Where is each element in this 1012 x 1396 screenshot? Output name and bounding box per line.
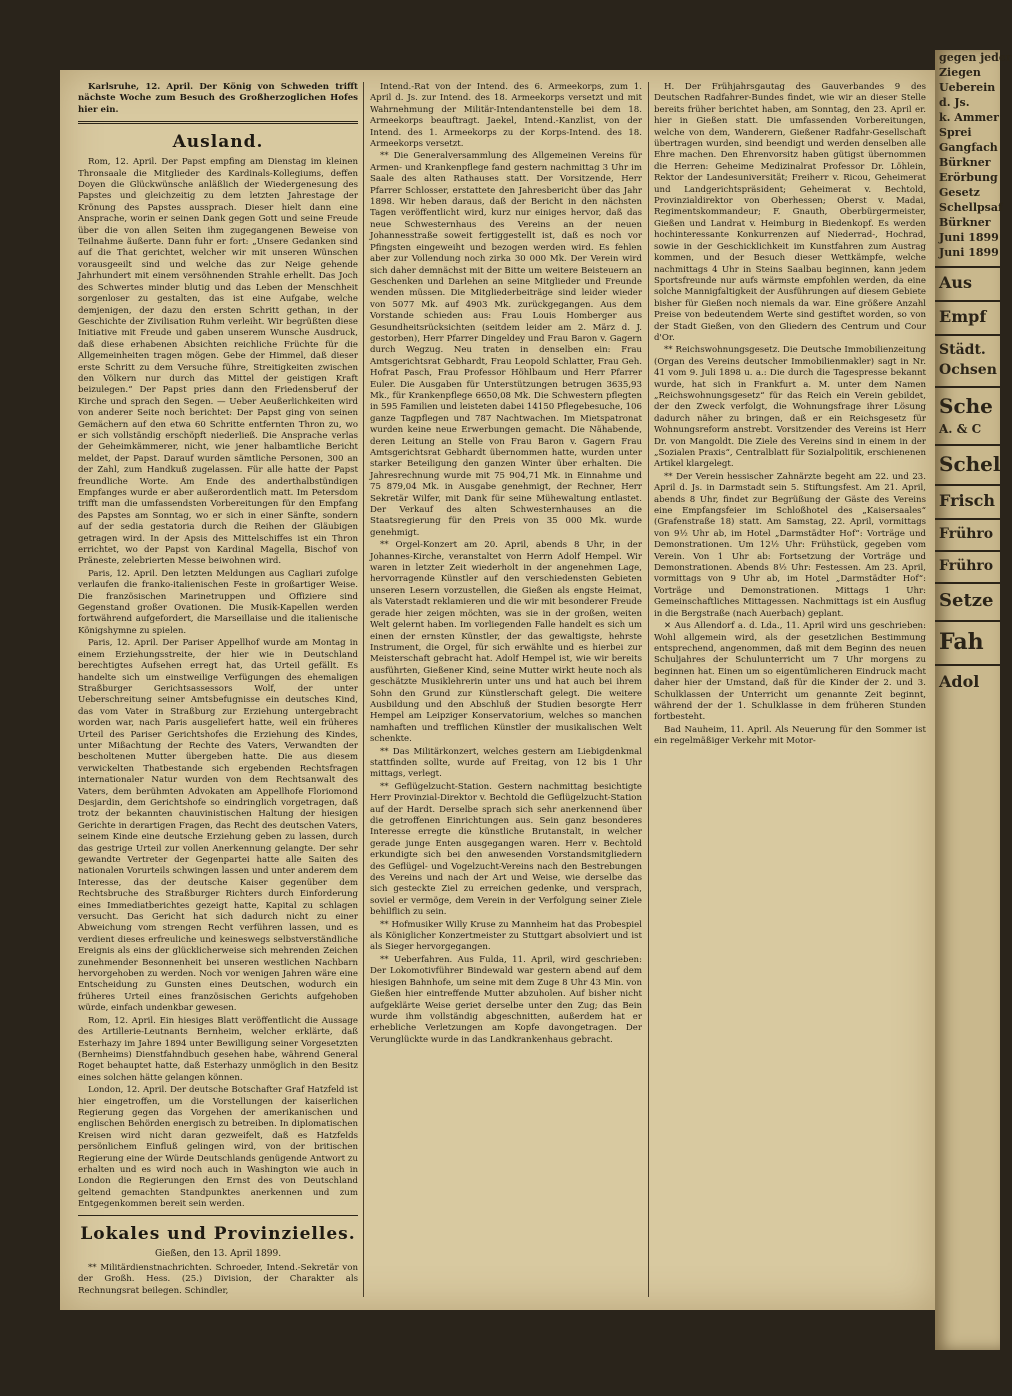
- strip-line: Ziegen: [939, 66, 981, 79]
- strip-line: Juni 1899: [939, 231, 999, 244]
- article-paragraph: Bad Nauheim, 11. April. Als Neuerung für den Sommer ist ein regelmäßiger Verkehr mit Motor-: [654, 724, 926, 747]
- strip-ad: Aus: [935, 266, 1000, 294]
- strip-line: k. Ammer: [939, 111, 999, 124]
- article-paragraph: ** Die Generalversammlung des Allgemeinen Vereins für Armen- und Krankenpflege fand gestern nachmittag 3 Uhr im Saale des alten Rathauses statt. Der Vorsitzende, Herr Pfarrer Schlosser, erstattete den Jahresbericht über das Jahr 1898. Wir heben daraus, daß der Bericht in den nächsten Tagen veröffentlicht wird, kurz nur einiges hervor, daß das neue Schwesternhaus des Vereins an der neuen Johannesstraße soweit fertiggestellt ist, daß es noch vor Pfingsten eingeweiht und bezogen werden wird. Es fehlen aber zur Vollendung noch zirka 30 000 Mk. Der Verein wird sich daher demnächst mit der Bitte um weitere Beisteuern an Geschenken und Darlehen an seine Mitglieder und Freunde wenden müssen. Die Mitgliederbeiträge sind leider wieder von 5077 Mk. auf 4903 Mk. zurückgegangen. Aus dem Vorstande schieden aus: Frau Louis Homberger aus Gesundheitsrücksichten (seitdem leider am 2. März d. J. gestorben), Herr Pfarrer Dingeldey und Frau Baron v. Gagern durch Wegzug. Neu traten in denselben ein: Frau Amtsgerichtsrat Gebhardt, Frau Leopold Schlatter, Frau Geh. Hofrat Pasch, Frau Professor Höhlbaum und Herr Pfarrer Euler. Die Ausgaben für Unterstützungen betrugen 3635,93 Mk., für Krankenpflege 6650,08 Mk. Die Schwestern pflegten in 595 Familien und leisteten dabei 14150 Pflegebesuche, 106 ganze Tagpflegen und 787 Nachtwachen. Im Mietspatronat wurden keine neue Erwerbungen gemacht. Die Nähabende, deren Leitung an Stelle von Frau Baron v. Gagern Frau Amtsgerichtsrat Gebhardt übernommen hatte, wurden unter starker Beteiligung den ganzen Winter über erhalten. Die Jahresrechnung wurde mit 75 904,71 Mk. in Einnahme und 75 879,04 Mk. in Ausgabe genehmigt, der Rechner, Herr Sekretär Wilfer, mit Dank für seine Mühewaltung entlastet. Der Verkauf des alten Schwesternhauses an die Staatsregierung für den Preis von 35 000 Mk. wurde genehmigt.: [370, 151, 642, 538]
- column-rule: [648, 82, 649, 1297]
- strip-ad: Setze: [935, 582, 1000, 614]
- column-1: [78, 82, 358, 1307]
- article-paragraph: Paris, 12. April. Den letzten Meldungen aus Cagliari zufolge verlaufen die franko-italienischen Feste in großartiger Weise. Die französischen Marinetruppen und Offiziere sind Gegenstand großer Ovationen. Die Musik-Kapellen werden fortwährend aufgefordert, die Marseillaise und die italienische Königshymne zu spielen.: [78, 568, 358, 636]
- divider: [78, 121, 358, 124]
- strip-line: Gangfach: [939, 141, 998, 154]
- strip-line: Bürkner: [939, 216, 991, 229]
- article-paragraph: ** Das Militärkonzert, welches gestern am Liebigdenkmal stattfinden sollte, wurde auf Freitag, von 12 bis 1 Uhr mittags, verlegt.: [370, 746, 642, 780]
- article-paragraph: Rom, 12. April. Ein hiesiges Blatt veröffentlicht die Aussage des Artillerie-Leutnants Bernheim, welcher erklärte, daß Esterhazy im Jahre 1894 unter Bewilligung seiner Vorgesetzten (Bernheims) Dienstfahndbuch gesehen habe, während General Roget behauptet hatte, daß Esterhazy unmöglich in den Besitz eines solchen hätte gelangen können.: [78, 1015, 358, 1083]
- strip-ad: Städt.: [935, 334, 1000, 360]
- article-paragraph: London, 12. April. Der deutsche Botschafter Graf Hatzfeld ist hier eingetroffen, um die Vorstellungen der kaiserlichen Regierung gegen das Vorgehen der amerikanischen und englischen Behörden energisch zu betreiben. In diplomatischen Kreisen wird nicht daran gezweifelt, daß es Hatzfelds persönlichem Einfluß gelingen wird, von der britischen Regierung eine der Würde Deutschlands genügende Antwort zu erhalten und es wird noch auch in Washington wie auch in London die Regierungen den Ernst des von Deutschland geltend gemachten Standpunktes anerkennen und zum Entgegenkommen bereit sein werden.: [78, 1085, 358, 1210]
- column-rule: [363, 82, 364, 1297]
- strip-ad: A. & C: [939, 422, 982, 436]
- article-paragraph: H. Der Frühjahrsgautag des Gauverbandes 9 des Deutschen Radfahrer-Bundes findet, wie wir an dieser Stelle bereits früher berichtet haben, am Sonntag, den 23. April er. hier in Gießen statt. Die umfassenden Vorbereitungen, welche von dem, Wanderern, Gießener Radfahr-Gesellschaft übertragen wurden, sind beendigt und werden denselben alle Ehre machen. Den Ehrenvorsitz haben gütigst übernommen die Herren: Geheime Medizinalrat Professor Dr. Löhlein, Rektor der Landesuniversität; Freiherr v. Ricou, Geheimerat und Landgerichtspräsident; Geheimerat v. Bechtold, Provinzialdirektor von Oberhessen; Oberst v. Madai, Regimentskommandeur; F. Gnauth, Oberbürgermeister, Gießen und Landrat v. Heimburg in Biedenkopf. Es werden hochinteressante Konkurrenzen auf Niederrad-, Hochrad, sowie in der Geschicklichkeit im Kunstfahren zum Austrag kommen, und der Besuch dieser Wettkämpfe, welche nachmittags 4 Uhr in Steins Saalbau beginnen, kann jedem Sportsfreunde nur aufs wärmste empfohlen werden, da eine solche Mannigfaltigkeit der Ausführungen auf diesem Gebiete bisher für Gießen noch niemals da war. Eine größere Anzahl Preise von bedeutendem Werte sind gestiftet worden, so von der Stadt Gießen, von den Gliedern des Centrum und Cour d'Or.: [654, 82, 926, 343]
- newspaper-page: [60, 70, 935, 1310]
- strip-line: Juni 1899: [939, 246, 999, 259]
- strip-line: d. Js.: [939, 96, 970, 109]
- section-title-ausland: Ausland.: [172, 132, 264, 153]
- strip-ad: Adol: [935, 664, 1000, 694]
- strip-line: Ueberein: [939, 81, 996, 94]
- strip-ad: Frühro: [935, 550, 1000, 576]
- article-paragraph: ** Militärdienstnachrichten. Schroeder, Intend.-Sekretär von der Großh. Hess. (25.) Division, der Charakter als Rechnungsrat beilegen. Schindler,: [78, 1263, 358, 1296]
- divider: [78, 1215, 358, 1216]
- strip-line: Bürkner: [939, 156, 991, 169]
- strip-ad: Frühro: [935, 518, 1000, 544]
- strip-line: Erörbung: [939, 171, 998, 184]
- article-paragraph: ** Orgel-Konzert am 20. April, abends 8 Uhr, in der Johannes-Kirche, veranstaltet von Herrn Adolf Hempel. Wir waren in letzter Zeit wiederholt in der angenehmen Lage, hervorragende Künstler auf den verschiedensten Gebieten unseren Lesern vorzustellen, die Gießen als engste Heimat, als Vaterstadt reklamieren und die wir mit besonderer Freude gerade hier zeigen möchten, was sie in der großen, weiten Welt gelernt haben. Im vorliegenden Falle handelt es sich um einen der ernsten Künstler, der das gewaltigste, hehrste Instrument, die Orgel, für sich erwählte und es hierbei zur Meisterschaft gebracht hat. Adolf Hempel ist, wie wir bereits ausführten, Gießener Kind, seine Mutter wirkt heute noch als geschätzte Musiklehrerin unter uns und hat auch bei ihrem Sohn den Grund zur Künstlerschaft gelegt. Die weitere Ausbildung und den Abschluß der Studien besorgte Herr Hempel am Leipziger Konservatorium, welches so manchen namhaften und trefflichen Künstler der musikalischen Welt schenkte.: [370, 540, 642, 745]
- article-paragraph: ** Ueberfahren. Aus Fulda, 11. April, wird geschrieben: Der Lokomotivführer Bindewald war gestern abend auf dem hiesigen Bahnhofe, um seine mit dem Zuge 8 Uhr 43 Min. von Gießen hier eintreffende Mutter abzuholen. Auf bisher nicht aufgeklärte Weise geriet derselbe unter den Zug; das Bein wurde ihm vollständig abgeschnitten, außerdem hat er erhebliche Verletzungen am Kopfe davongetragen. Der Verunglückte wurde in das Landkrankenhaus gebracht.: [370, 954, 642, 1045]
- column-3: [654, 82, 926, 1307]
- article-paragraph: Rom, 12. April. Der Papst empfing am Dienstag im kleinen Thronsaale die Mitglieder des Kardinals-Kollegiums, deffen Doyen die Glückwünsche anläßlich der Wiedergenesung des Papstes und gleichzeitig zu dem letzten Jahrestage der Krönung des Papstes aussprach. Dieser hielt dann eine Ansprache, worin er seinen Dank gegen Gott und seine Freude über die von allen Seiten ihm zugegangenen Beweise von Teilnahme äußerte. Dann fuhr er fort: „Unsere Gedanken sind auf die That gerichtet, welcher wir mit unseren Wünschen vorausgeeilt sind und welche das zur Neige gehende Jahrhundert mit einem versöhnenden Strahle erhellt. Das Joch des Schwertes minder blutig und das Leben der Menschheit sorgenloser zu gestalten, das ist eine Aufgabe, welche demjenigen, der dazu den ersten Schritt gethan, in der Geschichte der Zivilisation Ruhm verleiht. Wir begrüßten diese Initiative mit Freude und gaben unserem Wunsche Ausdruck, daß diese erhabenen Absichten reichliche Früchte für die Allgemeinheiten tragen mögen. Gebe der Himmel, daß dieser erste Schritt zu dem Versuche führe, Streitigkeiten zwischen den Völkern nur durch das Mittel der geistigen Kraft beizulegen.“ Der Papst pries dann den Friedensberuf der Kirche und sprach den Segen. — Ueber Aeußerlichkeiten wird von anderer Seite noch berichtet: Der Papst ging von seinen Gemächern auf den etwa 60 Schritte entfernten Thron zu, wo er sich vollständig erschöpft niederließ. Die Ansprache verlas der Geheimkämmerer, nicht, wie jener halbamtliche Bericht meldet, der Papst. Darauf wurden sämtliche Personen, 300 an der Zahl, zum Handkuß zugelassen. Für alle hatte der Papst freundliche Worte. Am Ende des anderthalbstündigen Empfanges wurde er aber außerordentlich matt. Im Petersdom trifft man die umfassendsten Vorbereitungen für den Empfang des Papstes am Sonntag, wo er sich in einer Sänfte, sondern auf der sedia gestatoria durch die Reihen der Gläubigen getragen wird. In der Apsis des Mittelschiffes ist ein Thron errichtet, wo der Papst von Kardinal Magella, Bischof von Präneste, zelebrierten Messe beiwohnen wird.: [78, 157, 358, 567]
- article-paragraph: Paris, 12. April. Der Pariser Appellhof wurde am Montag in einem Erziehungsstreite, der hier wie in Deutschland berechtigtes Aufsehen erregt hat, das Urteil gefällt. Es handelte sich um einstweilige Verfügungen des ehemaligen Straßburger Gerichtsassessors Wolf, der unter Ueberschreitung seiner Amtsbefugnisse ein deutsches Kind, das vom Vater in Straßburg zur Erziehung untergebracht worden war, nach Paris ausgeliefert hatte, weil ein früheres Urteil des Pariser Gerichtshofes die Erziehung des Kindes, unter Mißachtung der Rechte des Vaters, Verwandten der bescholtenen Mutter übergeben hatte. Die aus diesem verwickelten Thatbestande sich ergebenden Rechtsfragen internationaler Natur wurden von dem Rechtsanwalt des Vaters, dem berühmten Advokaten am Appellhofe Floriomond Desjardin, dem Gerichtshofe so eindringlich vorgetragen, daß trotz der bekannten chauvinistischen Haltung der hiesigen Gerichte in derartigen Fragen, das Recht des deutschen Vaters, seinem Kinde eine deutsche Erziehung geben zu lassen, durch das gestrige Urteil zur vollen Anerkennung gelangte. Der sehr gewandte Vertreter der Gegenpartei hatte alle Saiten des nationalen Vorurteils schwingen lassen und unter anderem dem Interesse, das der deutsche Kaiser gegenüber dem Rechtsbruche des Straßburger Richters durch Einforderung eines Immediatberichtes gezeigt hatte, Kapital zu schlagen versucht. Das Gericht hat sich dadurch nicht zu einer Abweichung vom strengen Recht verführen lassen, und es verdient dieses erfreuliche und keineswegs selbstverständliche Ereignis als eins der glücklicherweise sich mehrenden Zeichen zunehmender Besonnenheit bei unseren westlichen Nachbarn hervorgehoben zu werden. Noch vor wenigen Jahren wäre eine Entscheidung zu Gunsten eines Deutschen, wodurch ein früheres Urteil eines französischen Gerichts aufgehoben würde, einfach undenkbar gewesen.: [78, 638, 358, 1014]
- strip-ad: Frisch: [935, 484, 1000, 512]
- strip-ad: Empf: [935, 300, 1000, 328]
- article-paragraph: ** Geflügelzucht-Station. Gestern nachmittag besichtigte Herr Provinzial-Direktor v. Bechtold die Geflügelzucht-Station auf der Hardt. Derselbe sprach sich sehr anerkennend über die getroffenen Einrichtungen aus. Sein ganz besonderes Interesse erregte die künstliche Brutanstalt, in welcher gerade junge Enten ausgegangen waren. Herr v. Bechtold erkundigte sich bei den anwesenden Vorstandsmitgliedern des Geflügel- und Vogelzucht-Vereins nach den Bestrebungen des Vereins und nach der Art und Weise, wie derselbe das sich gesteckte Ziel zu erreichen gedenke, und versprach, soviel er vermöge, dem Verein in der Verfolgung seiner Ziele behilflich zu sein.: [370, 781, 642, 918]
- strip-ad: Ochsen: [939, 362, 997, 378]
- strip-line: Sprei: [939, 126, 972, 139]
- article-paragraph: ** Hofmusiker Willy Kruse zu Mannheim hat das Probespiel als Königlicher Konzertmeister zu Stuttgart absolviert und ist als Sieger hervorgegangen.: [370, 919, 642, 953]
- section-title-lokales: Lokales und Provinzielles.: [80, 1223, 356, 1244]
- article-paragraph: ** Reichswohnungsgesetz. Die Deutsche Immobilienzeitung (Organ des Vereins deutscher Immobilienmakler) sagt in Nr. 41 vom 9. Juli 1898 u. a.: Die durch die Tagespresse bekannt wurde, hat sich in Frankfurt a. M. unter dem Namen „Reichswohnungsgesetz“ für das Reich ein Verein gebildet, der den Zweck verfolgt, die Wohnungsfrage ihrer Lösung dadurch näher zu bringen, daß er ein Reichsgesetz für Wohnungsreform anstrebt. Vorsitzender des Vereins ist Herr Dr. von Mangoldt. Die Ziele des Vereins sind in einem in der „Sozialen Praxis“, Centralblatt für Sozialpolitik, erschienenen Artikel klargelegt.: [654, 345, 926, 470]
- strip-line: Gesetz: [939, 186, 980, 199]
- adjacent-page-strip: [935, 50, 1012, 1350]
- strip-ad: Schel: [935, 444, 1000, 478]
- top-item: Karlsruhe, 12. April. Der König von Schweden trifft nächste Woche zum Besuch des Großherzoglichen Hofes hier ein.: [78, 82, 358, 115]
- article-paragraph: Intend.-Rat von der Intend. des 6. Armeekorps, zum 1. April d. Js. zur Intend. des 18. Armeekorps versetzt und mit Wahrnehmung der Militär-Intendantenstelle bei dem 18. Armeekorps beauftragt. Jaekel, Intend.-Kanzlist, von der Intend. des 1. Armeekorps zu der Korps-Intend. des 18. Armeekorps versetzt.: [370, 82, 642, 150]
- local-dateline: Gießen, den 13. April 1899.: [154, 1248, 282, 1259]
- strip-ad: Fah: [935, 620, 1000, 658]
- article-paragraph: ** Der Verein hessischer Zahnärzte begeht am 22. und 23. April d. Js. in Darmstadt sein 5. Stiftungsfest. Am 21. April, abends 8 Uhr, findet zur Begrüßung der Gäste des Vereins eine Empfangsfeier im Schloßhotel des „Kaisersaales“ (Grafenstraße 18) statt. Am Samstag, 22. April, vormittags von 9½ Uhr ab, im Hotel „Darmstädter Hof“: Vorträge und Demonstrationen. Um 12½ Uhr: Frühstück, gegeben vom Verein. Von 1 Uhr ab: Fortsetzung der Vorträge und Demonstrationen. Abends 8½ Uhr: Festessen. Am 23. April, vormittags von 9 Uhr ab, im Hotel „Darmstädter Hof“: Vorträge und Demonstrationen. Mittags 1 Uhr: Gemeinschaftliches Mittagessen. Nachmittags ist ein Ausflug in die Bergstraße (nach Auerbach) geplant.: [654, 471, 926, 619]
- strip-line: Schellpsaf: [939, 201, 1003, 214]
- strip-ad: Sche: [935, 386, 1000, 420]
- article-paragraph: ✕ Aus Allendorf a. d. Lda., 11. April wird uns geschrieben: Wohl allgemein wird, als der gesetzlichen Bestimmung entsprechend, angenommen, daß mit dem Beginn des neuen Schuljahres der Schulunterricht um 7 Uhr morgens zu beginnen hat. Einen um so eigentümlicheren Eindruck macht daher hier der Umstand, daß für die Kinder der 2. und 3. Schulklassen der Unterricht um genannte Zeit beginnt, während der der 1. Schulklasse in dem früheren Stunden fortbesteht.: [654, 621, 926, 723]
- column-2: [370, 82, 642, 1307]
- strip-line: gegen jeder: [939, 51, 1012, 64]
